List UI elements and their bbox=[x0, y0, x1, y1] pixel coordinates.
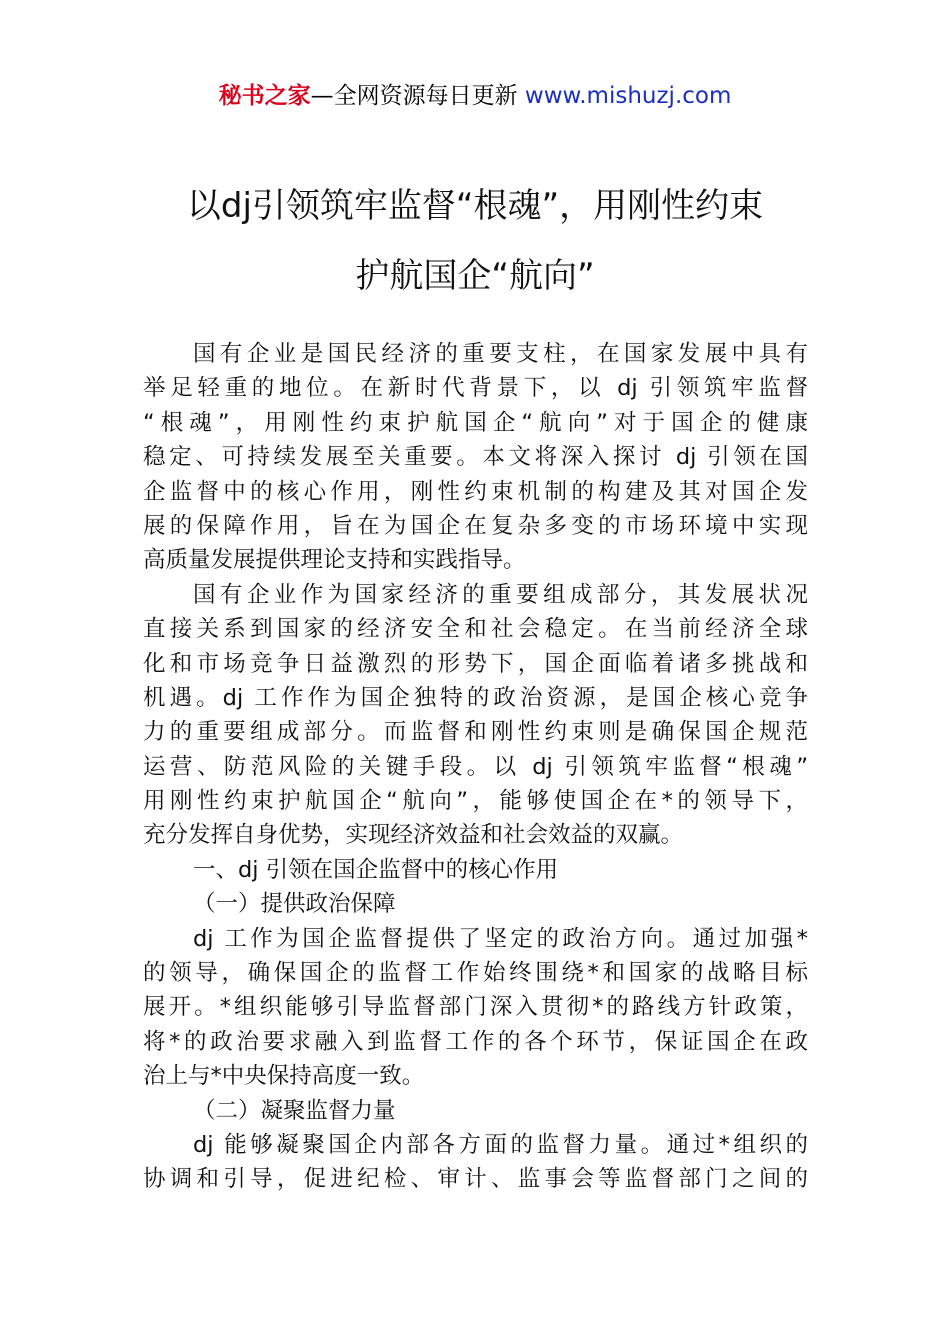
body-line: 直接关系到国家的经济安全和社会稳定。在当前经济全球 bbox=[143, 616, 808, 643]
subsection-heading: （一）提供政治保障 bbox=[193, 891, 396, 918]
body-line: 化和市场竞争日益激烈的形势下，国企面临着诸多挑战和 bbox=[143, 650, 808, 677]
body-line: 国有企业是国民经济的重要支柱，在国家发展中具有 bbox=[193, 341, 808, 367]
body-line: 展的保障作用，旨在为国企在复杂多变的市场环境中实现 bbox=[143, 512, 808, 539]
body-line: dj 能够凝聚国企内部各方面的监督力量。通过*组织的 bbox=[193, 1131, 808, 1158]
body-line: 充分发挥自身优势，实现经济效益和社会效益的双赢。 bbox=[143, 822, 684, 849]
body-line: 举足轻重的地位。在新时代背景下，以 dj 引领筑牢监督 bbox=[143, 375, 808, 402]
subsection-heading: （二）凝聚监督力量 bbox=[193, 1097, 396, 1124]
body-line: 机遇。dj 工作作为国企独特的政治资源，是国企核心竞争 bbox=[143, 684, 808, 711]
body-line: 企监督中的核心作用，刚性约束机制的构建及其对国企发 bbox=[143, 478, 808, 505]
body-line: 运营、防范风险的关键手段。以 dj 引领筑牢监督“根魂” bbox=[143, 753, 808, 780]
body-line: 协调和引导，促进纪检、审计、监事会等监督部门之间的 bbox=[143, 1166, 808, 1193]
body-line: 力的重要组成部分。而监督和刚性约束则是确保国企规范 bbox=[143, 719, 808, 746]
header-tagline: —全网资源每日更新 bbox=[310, 83, 518, 109]
site-url-link[interactable]: www.mishuzj.com bbox=[524, 83, 732, 109]
body-line: 稳定、可持续发展至关重要。本文将深入探讨 dj 引领在国 bbox=[143, 444, 808, 471]
body-line: dj 工作为国企监督提供了坚定的政治方向。通过加强* bbox=[193, 925, 808, 952]
brand-name: 秘书之家 bbox=[218, 83, 311, 109]
body-line: 国有企业作为国家经济的重要组成部分，其发展状况 bbox=[193, 581, 808, 608]
body-line: 治上与*中央保持高度一致。 bbox=[143, 1063, 425, 1090]
document-title-line-2: 护航国企“航向” bbox=[355, 256, 595, 296]
body-line: 用刚性约束护航国企“航向”，能够使国企在*的领导下， bbox=[143, 788, 808, 815]
document-title-line-1: 以dj引领筑牢监督“根魂”，用刚性约束 bbox=[186, 186, 764, 226]
body-line: “根魂”，用刚性约束护航国企“航向”对于国企的健康 bbox=[143, 409, 808, 436]
body-line: 高质量发展提供理论支持和实践指导。 bbox=[143, 547, 526, 574]
document-body bbox=[143, 337, 808, 1197]
body-line: 将*的政治要求融入到监督工作的各个环节，保证国企在政 bbox=[143, 1028, 808, 1055]
section-heading: 一、dj 引领在国企监督中的核心作用 bbox=[193, 856, 559, 883]
site-header bbox=[0, 80, 950, 112]
body-line: 的领导，确保国企的监督工作始终围绕*和国家的战略目标 bbox=[143, 960, 808, 987]
body-line: 展开。*组织能够引导监督部门深入贯彻*的路线方针政策， bbox=[143, 994, 808, 1021]
